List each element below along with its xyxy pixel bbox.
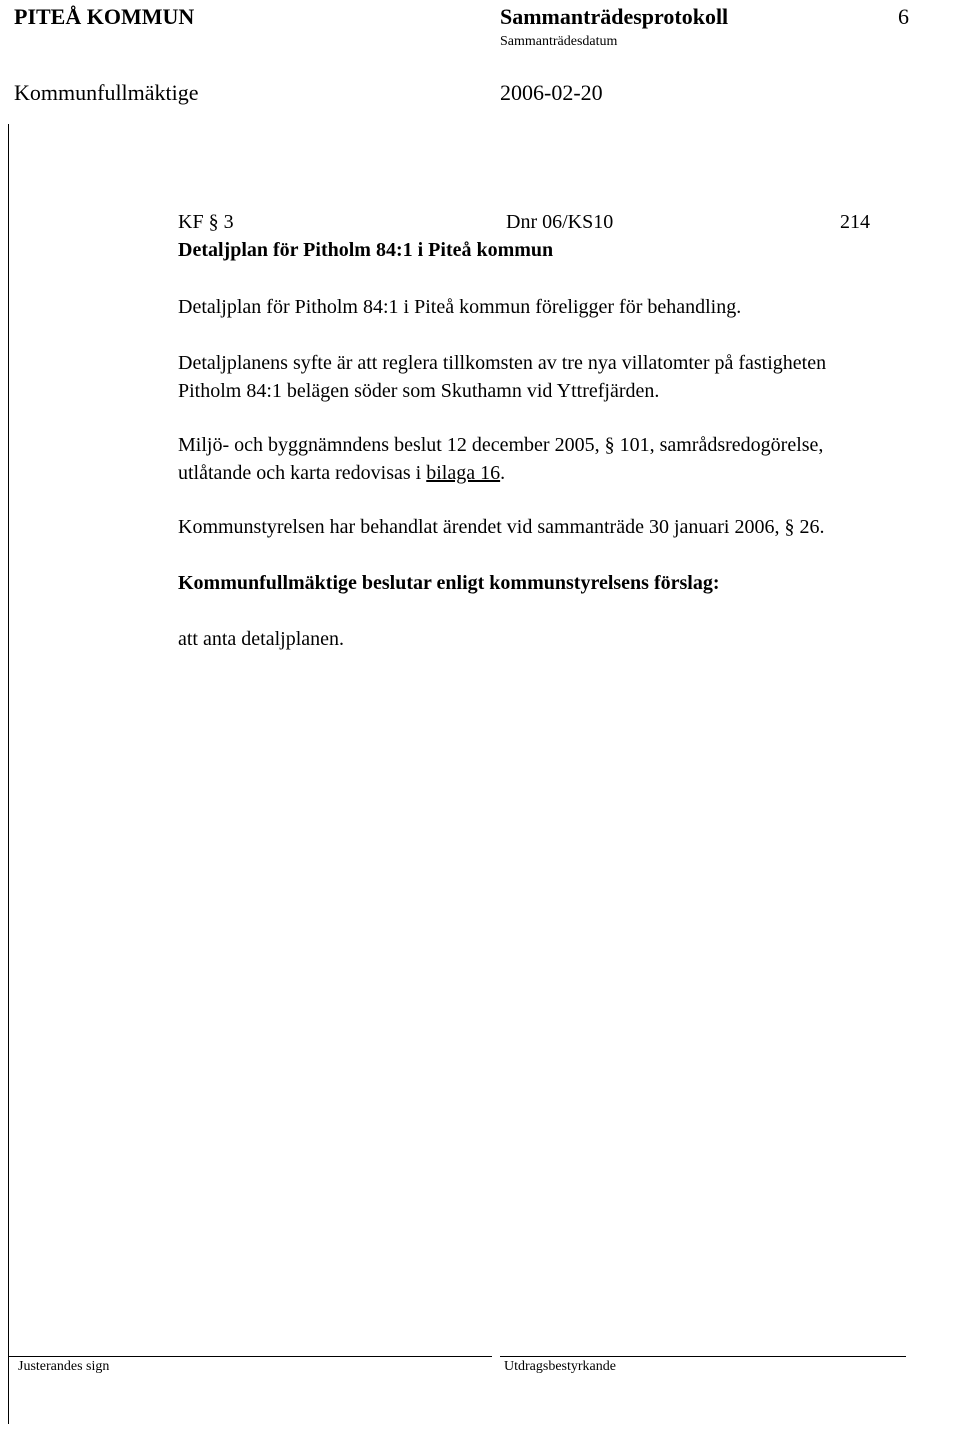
board-handling-text-a: Kommunstyrelsen har behandlat ärendet vid sammanträde 30 januari 2006, (178, 516, 785, 538)
paragraph-decision-reference (178, 431, 823, 487)
document-type: Sammanträdesprotokoll (500, 4, 729, 29)
paragraph-purpose-line2: Pitholm 84:1 belägen söder som Skuthamn vid Yttrefjärden. (178, 380, 660, 402)
section-symbol: § (604, 434, 615, 456)
signature-label: Justerandes sign (18, 1359, 110, 1374)
certification-label: Utdragsbestyrkande (504, 1359, 616, 1374)
diary-number: Dnr 06/KS10 (506, 211, 614, 233)
decision-reference-text-d: . (500, 462, 506, 484)
case-number: 214 (840, 211, 870, 233)
case-reference-line (178, 208, 870, 236)
paragraph-purpose-line1: Detaljplanens syfte är att reglera tillkomsten av tre nya villatomter på fastigheten (178, 352, 827, 374)
board-handling-text-b: 26. (794, 516, 825, 538)
decision-reference-text-a: Miljö- och byggnämndens beslut 12 december 2005, (178, 434, 605, 456)
paragraph-intro: Detaljplan för Pitholm 84:1 i Piteå kommun föreligger för behandling. (178, 296, 742, 318)
section-symbol: § (784, 516, 795, 538)
footer-rule-left (8, 1356, 492, 1357)
section-symbol: § (208, 211, 219, 233)
page-number: 6 (898, 4, 909, 29)
meeting-date: 2006-02-20 (500, 80, 603, 105)
paragraph-board-handling (178, 513, 824, 541)
paragraph-purpose (178, 349, 826, 405)
kf-number: 3 (223, 211, 234, 233)
decision-text: att anta detaljplanen. (178, 628, 345, 650)
decision-heading: Kommunfullmäktige beslutar enligt kommunstyrelsens förslag: (178, 572, 720, 594)
case-title: Detaljplan för Pitholm 84:1 i Piteå kommun (178, 239, 554, 261)
kf-prefix: KF (178, 211, 209, 233)
organization-name: PITEÅ KOMMUN (14, 4, 195, 29)
decision-reference-text-b: 101, samrådsredogörelse, (614, 434, 824, 456)
appendix-link[interactable]: bilaga 16 (426, 462, 501, 484)
decision-reference-text-c: utlåtande och karta redovisas i (178, 462, 427, 484)
footer-rule-right (500, 1356, 906, 1357)
left-margin-rule (8, 124, 9, 1424)
meeting-date-label: Sammanträdesdatum (500, 34, 618, 49)
governing-body-name: Kommunfullmäktige (14, 80, 199, 105)
kf-reference (178, 208, 234, 236)
